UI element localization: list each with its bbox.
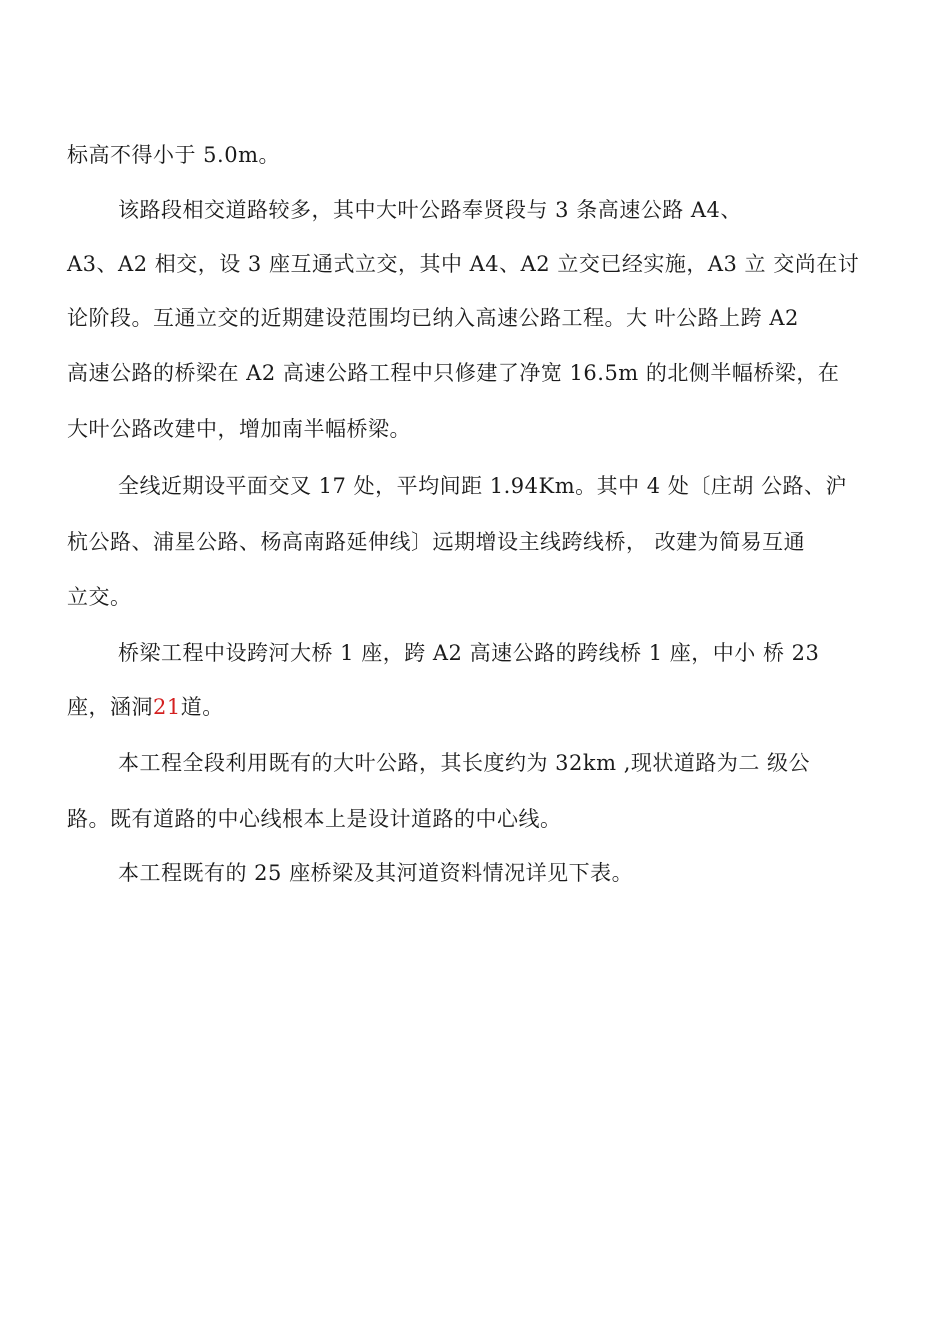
paragraph-bridges-line-2 [67,692,847,722]
text-segment: 座，涵洞 [67,695,153,719]
paragraph-road-line-2: 路。既有道路的中心线根本上是设计道路的中心线。 [67,807,562,831]
paragraph-bridges-line-1: 桥梁工程中设跨河大桥 1 座，跨 A2 高速公路的跨线桥 1 座，中小 桥 23 [118,641,820,665]
text-segment: 道。 [180,695,224,719]
paragraph-crossings-line-1: 全线近期设平面交叉 17 处，平均间距 1.94Km。其中 4 处〔庄胡 公路、沪 [118,474,847,498]
text-line: 标高不得小于 5.0m。 [67,143,280,167]
highlighted-number: 21 [153,695,181,719]
paragraph-intersections-line-4: 高速公路的桥梁在 A2 高速公路工程中只修建了净宽 16.5m 的北侧半幅桥梁，在 [67,361,840,385]
paragraph-intersections-line-2: A3、A2 相交，设 3 座互通式立交，其中 A4、A2 立交已经实施，A3 立 交尚在讨 [67,252,860,276]
paragraph-intersections-line-1: 该路段相交道路较多，其中大叶公路奉贤段与 3 条高速公路 A4、 [118,198,742,222]
paragraph-road-line-1: 本工程全段利用既有的大叶公路，其长度约为 32km ,现状道路为二 级公 [118,751,811,775]
paragraph-intersections-line-5: 大叶公路改建中，增加南半幅桥梁。 [67,417,411,441]
paragraph-table-reference: 本工程既有的 25 座桥梁及其河道资料情况详见下表。 [118,861,634,885]
paragraph-intersections-line-3: 论阶段。互通立交的近期建设范围均已纳入高速公路工程。大 叶公路上跨 A2 [67,306,799,330]
paragraph-crossings-line-3: 立交。 [67,585,132,609]
paragraph-crossings-line-2: 杭公路、浦星公路、杨高南路延伸线〕远期增设主线跨线桥， 改建为简易互通 [67,530,806,554]
